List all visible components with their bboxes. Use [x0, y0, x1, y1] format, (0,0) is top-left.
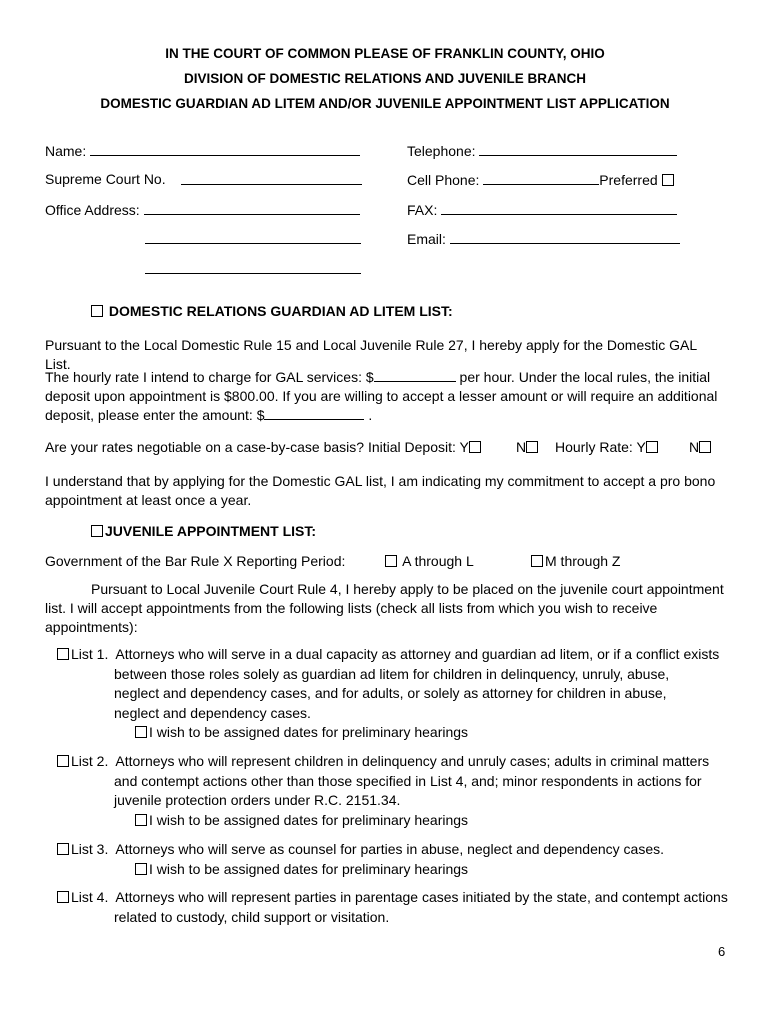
- office-address-input-line-3[interactable]: [145, 260, 361, 274]
- cell-phone-field-row: [407, 171, 676, 188]
- list-2-hearings-row: [57, 811, 737, 831]
- telephone-input-line[interactable]: [479, 142, 677, 156]
- preferred-checkbox[interactable]: [662, 174, 674, 186]
- reporting-a-l-checkbox[interactable]: [385, 555, 397, 567]
- initial-deposit-no-checkbox[interactable]: [526, 441, 538, 453]
- list-1-checkbox[interactable]: [57, 648, 69, 660]
- list-3-head: [57, 840, 737, 860]
- list-1: [57, 645, 737, 743]
- list-1-head: [57, 645, 737, 665]
- domestic-heading-row: [91, 303, 453, 319]
- list-1-label: List 1.: [71, 646, 109, 662]
- list-4-text: related to custody, child support or visitation.: [114, 908, 390, 925]
- reporting-period-label: Government of the Bar Rule X Reporting Period:: [45, 553, 346, 569]
- name-label: Name:: [45, 143, 87, 159]
- list-2-checkbox[interactable]: [57, 755, 69, 767]
- name-field-row: [45, 142, 360, 159]
- supreme-court-label: Supreme Court No.: [45, 171, 166, 187]
- list-2-hearings-label: I wish to be assigned dates for preliminary hearings: [149, 811, 469, 828]
- rate-text-c: .: [364, 407, 373, 423]
- list-3: [57, 840, 737, 879]
- juvenile-list-checkbox[interactable]: [91, 525, 103, 537]
- fax-label: FAX:: [407, 202, 438, 218]
- fax-field-row: [407, 201, 677, 218]
- hourly-rate-yes-label: Hourly Rate: Y: [555, 439, 646, 455]
- reporting-a-l-label: A through L: [402, 553, 474, 569]
- supreme-court-input-line[interactable]: [181, 171, 362, 185]
- hourly-rate-input-line[interactable]: [374, 368, 456, 382]
- negotiable-question: [45, 439, 483, 455]
- telephone-label: Telephone:: [407, 143, 476, 159]
- initial-deposit-yes-checkbox[interactable]: [469, 441, 481, 453]
- division-title: DIVISION OF DOMESTIC RELATIONS AND JUVENILE BRANCH: [183, 71, 587, 86]
- email-input-line[interactable]: [450, 230, 680, 244]
- hourly-rate-yes-row: [555, 439, 660, 455]
- reporting-a-l-row: [385, 553, 474, 569]
- reporting-m-z-label: M through Z: [545, 553, 621, 569]
- supreme-court-row: [181, 171, 362, 188]
- initial-deposit-no-label: N: [516, 439, 527, 455]
- list-2-label: List 2.: [71, 753, 109, 769]
- office-address-label: Office Address:: [45, 202, 140, 218]
- court-title: IN THE COURT OF COMMON PLEASE OF FRANKLIN COUNTY, OHIO: [165, 46, 605, 61]
- list-4-checkbox[interactable]: [57, 891, 69, 903]
- rate-text-a: The hourly rate I intend to charge for GAL services: $: [45, 369, 374, 385]
- reporting-m-z-row: [531, 553, 620, 569]
- fax-input-line[interactable]: [441, 201, 677, 215]
- negotiable-question-text: Are your rates negotiable on a case-by-case basis? Initial Deposit: Y: [45, 439, 469, 455]
- list-3-hearings-label: I wish to be assigned dates for preliminary hearings: [149, 860, 469, 877]
- rate-paragraph: [45, 368, 725, 425]
- page-number: 6: [718, 944, 726, 959]
- juvenile-heading: JUVENILE APPOINTMENT LIST:: [105, 523, 317, 539]
- list-3-label: List 3.: [71, 841, 109, 857]
- list-4: [57, 888, 737, 927]
- domestic-heading: DOMESTIC RELATIONS GUARDIAN AD LITEM LIST:: [108, 303, 453, 319]
- office-address-row-3: [145, 260, 361, 277]
- hourly-rate-no-row: [689, 439, 713, 455]
- list-2-text: and contempt actions other than those specified in List 4, and; minor respondents in actions for juvenile protection orders under R.C. 2151.34.: [114, 772, 702, 808]
- list-3-hearings-row: [57, 860, 737, 880]
- list-1-hearings-row: [57, 723, 737, 743]
- name-input-line[interactable]: [90, 142, 360, 156]
- list-4-label: List 4.: [71, 889, 109, 905]
- list-1-hearings-label: I wish to be assigned dates for preliminary hearings: [149, 724, 469, 740]
- list-4-first-line: Attorneys who will represent parties in parentage cases initiated by the state, and contempt actions: [115, 889, 728, 905]
- initial-deposit-no-row: [516, 439, 540, 455]
- list-2-head: [57, 752, 737, 772]
- office-address-input-line-2[interactable]: [145, 230, 361, 244]
- hourly-rate-yes-checkbox[interactable]: [646, 441, 658, 453]
- office-address-row-2: [145, 230, 361, 247]
- office-address-input-line-1[interactable]: [144, 201, 360, 215]
- form-title: DOMESTIC GUARDIAN AD LITEM AND/OR JUVENILE APPOINTMENT LIST APPLICATION: [100, 96, 670, 111]
- list-3-hearings-checkbox[interactable]: [135, 863, 147, 875]
- domestic-apply-text: Pursuant to the Local Domestic Rule 15 and Local Juvenile Rule 27, I hereby apply for the Domestic GAL List.: [45, 337, 697, 372]
- list-1-first-line: Attorneys who will serve in a dual capacity as attorney and guardian ad litem, or if a conflict exists: [115, 646, 720, 662]
- hourly-rate-no-checkbox[interactable]: [699, 441, 711, 453]
- juvenile-intro: Pursuant to Local Juvenile Court Rule 4, I hereby apply to be placed on the juvenile court appointment list. I will accept appointments from the following lists (check all lists from which you wish to receive appointments):: [45, 581, 724, 635]
- cell-phone-input-line[interactable]: [483, 171, 599, 185]
- telephone-field-row: [407, 142, 677, 159]
- cell-phone-label: Cell Phone:: [407, 172, 480, 188]
- list-4-head: [57, 888, 737, 908]
- reporting-m-z-checkbox[interactable]: [531, 555, 543, 567]
- preferred-label: Preferred: [599, 172, 658, 188]
- hourly-rate-no-label: N: [689, 439, 700, 455]
- office-address-field-row: [45, 201, 360, 218]
- juvenile-heading-row: [91, 523, 316, 539]
- list-3-checkbox[interactable]: [57, 843, 69, 855]
- email-label: Email:: [407, 231, 446, 247]
- pro-bono-text: I understand that by applying for the Domestic GAL list, I am indicating my commitment to accept a pro bono appointment at least once a year.: [45, 473, 716, 508]
- list-1-text: between those roles solely as guardian ad litem for children in delinquency, unruly, abuse, neglect and dependency cases, and for adults, or solely as attorney for children in abuse, neglect and dependency cases.: [114, 665, 670, 721]
- list-1-hearings-checkbox[interactable]: [135, 726, 147, 738]
- list-2: [57, 752, 737, 830]
- rate-text-b: per hour. Under the local rules, the initial deposit upon appointment is $800.00. If you are willing to accept a lesser amount or will require an additional deposit, please enter the amount: $: [45, 369, 718, 423]
- list-2-first-line: Attorneys who will represent children in delinquency and unruly cases; adults in criminal matters: [115, 753, 710, 769]
- list-2-hearings-checkbox[interactable]: [135, 814, 147, 826]
- email-field-row: [407, 230, 680, 247]
- domestic-gal-checkbox[interactable]: [91, 305, 103, 317]
- deposit-amount-input-line[interactable]: [264, 406, 364, 420]
- list-3-first-line: Attorneys who will serve as counsel for parties in abuse, neglect and dependency cases.: [115, 841, 665, 857]
